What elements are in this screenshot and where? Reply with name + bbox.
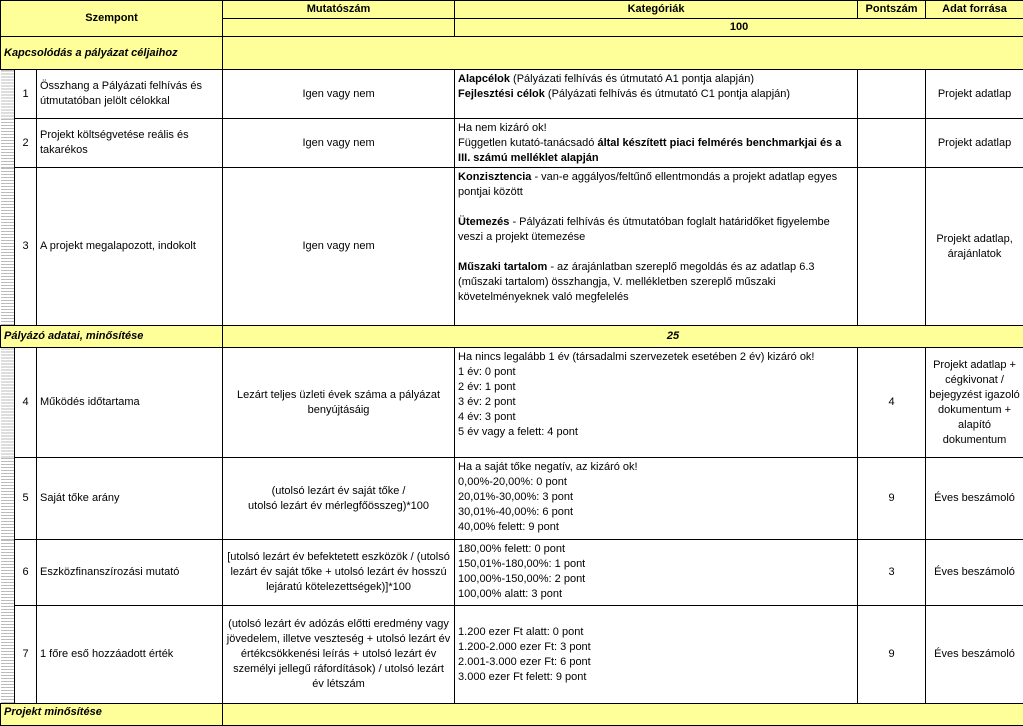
kategoria-paragraph: Konzisztencia - van-e aggályos/feltűnő ellentmondás a projekt adatlap egyes pontjai között	[458, 170, 854, 200]
row-adat-forrasa[interactable]: Projekt adatlap, árajánlatok	[926, 168, 1023, 326]
kategoria-paragraph: Ütemezés - Pályázati felhívás és útmutatóban foglalt határidőket figyelembe veszi a projekt ütemezése	[458, 215, 854, 245]
kategoria-line: Ha a saját tőke negatív, az kizáró ok!	[458, 460, 854, 475]
row-number[interactable]: 1	[15, 70, 37, 119]
kategoria-line: 5 év vagy a felett: 4 pont	[458, 425, 854, 440]
row-pontszam[interactable]	[858, 168, 926, 326]
header-adat-forrasa[interactable]: Adat forrása	[926, 1, 1023, 19]
section-row	[1, 326, 1023, 348]
kategoria-line: Ha nem kizáró ok!	[458, 121, 854, 136]
kategoria-line: 1.200-2.000 ezer Ft: 3 pont	[458, 640, 854, 655]
total-points-empty[interactable]	[223, 19, 455, 37]
row-number[interactable]: 5	[15, 458, 37, 540]
row-number[interactable]: 3	[15, 168, 37, 326]
kategoria-line: 2.001-3.000 ezer Ft: 6 pont	[458, 655, 854, 670]
spacer	[458, 245, 854, 260]
section-row	[1, 37, 1023, 70]
row-kategoriak[interactable]	[455, 458, 858, 540]
header-kategoriak[interactable]: Kategóriák	[455, 1, 858, 19]
row-pontszam[interactable]: 9	[858, 458, 926, 540]
mutatoszam-line: utolsó lezárt év mérlegfőösszeg)*100	[226, 499, 451, 514]
kategoria-line: 3.000 ezer Ft felett: 9 pont	[458, 670, 854, 685]
row-pontszam[interactable]	[858, 70, 926, 119]
row-kategoriak[interactable]	[455, 606, 858, 704]
header-mutatoszam[interactable]: Mutatószám	[223, 1, 455, 19]
table-row	[1, 458, 1023, 540]
row-szempont[interactable]: 1 főre eső hozzáadott érték	[37, 606, 223, 704]
row-mutatoszam[interactable]: Igen vagy nem	[223, 168, 455, 326]
row-adat-forrasa[interactable]: Projekt adatlap	[926, 119, 1023, 168]
row-gutter	[1, 119, 15, 168]
row-gutter	[1, 540, 15, 606]
kategoria-line: 20,01%-30,00%: 3 pont	[458, 490, 854, 505]
row-pontszam[interactable]	[858, 119, 926, 168]
row-kategoriak[interactable]	[455, 168, 858, 326]
row-gutter	[1, 70, 15, 119]
table-row	[1, 70, 1023, 119]
kategoria-line: 1.200 ezer Ft alatt: 0 pont	[458, 625, 854, 640]
row-mutatoszam[interactable]	[223, 458, 455, 540]
row-kategoriak[interactable]	[455, 119, 858, 168]
kategoria-line: 100,00% alatt: 3 pont	[458, 587, 854, 602]
row-mutatoszam[interactable]: (utolsó lezárt év adózás előtti eredmény vagy jövedelem, illetve veszteség + utolsó lezárt év értékcsökkenési leírás + utolsó lezárt év személyi jellegű ráfordítások) / utolsó lezárt év létszám	[223, 606, 455, 704]
header-szempont[interactable]: Szempont	[1, 1, 223, 37]
row-adat-forrasa[interactable]: Éves beszámoló	[926, 458, 1023, 540]
table-row	[1, 540, 1023, 606]
section-title[interactable]: Kapcsolódás a pályázat céljaihoz	[1, 37, 223, 70]
kategoria-line: 100,00%-150,00%: 2 pont	[458, 572, 854, 587]
kategoria-line: Fejlesztési célok (Pályázati felhívás és útmutató C1 pontja alapján)	[458, 87, 854, 102]
row-adat-forrasa[interactable]: Projekt adatlap + cégkivonat / bejegyzést igazoló dokumentum + alapító dokumentum	[926, 348, 1023, 458]
section-title[interactable]: Projekt minősítése	[1, 704, 223, 726]
kategoria-line: Független kutató-tanácsadó által készített piaci felmérés benchmarkjai és a III. számú melléklet alapján	[458, 136, 854, 166]
kategoria-line: 4 év: 3 pont	[458, 410, 854, 425]
row-kategoriak[interactable]	[455, 540, 858, 606]
row-szempont[interactable]: Projekt költségvetése reális és takarékos	[37, 119, 223, 168]
row-mutatoszam[interactable]: Lezárt teljes üzleti évek száma a pályázat benyújtásáig	[223, 348, 455, 458]
row-szempont[interactable]: Eszközfinanszírozási mutató	[37, 540, 223, 606]
kategoria-line: Ha nincs legalább 1 év (társadalmi szervezetek esetében 2 év) kizáró ok!	[458, 350, 854, 365]
row-pontszam[interactable]: 4	[858, 348, 926, 458]
row-gutter	[1, 458, 15, 540]
section-points[interactable]: 25	[223, 326, 1023, 348]
row-number[interactable]: 4	[15, 348, 37, 458]
row-mutatoszam[interactable]: [utolsó lezárt év befektetett eszközök / (utolsó lezárt év saját tőke + utolsó lezárt év hosszú lejáratú kötelezettségek)]*100	[223, 540, 455, 606]
section-title[interactable]: Pályázó adatai, minősítése	[1, 326, 223, 348]
kategoria-line: 180,00% felett: 0 pont	[458, 542, 854, 557]
kategoria-line: 150,01%-180,00%: 1 pont	[458, 557, 854, 572]
row-adat-forrasa[interactable]: Éves beszámoló	[926, 606, 1023, 704]
row-gutter	[1, 348, 15, 458]
row-number[interactable]: 7	[15, 606, 37, 704]
section-points[interactable]	[223, 37, 1023, 70]
row-number[interactable]: 2	[15, 119, 37, 168]
row-pontszam[interactable]: 9	[858, 606, 926, 704]
row-szempont[interactable]: Működés időtartama	[37, 348, 223, 458]
spacer	[458, 200, 854, 215]
row-pontszam[interactable]: 3	[858, 540, 926, 606]
table-row	[1, 119, 1023, 168]
kategoria-line: 40,00% felett: 9 pont	[458, 520, 854, 535]
row-szempont[interactable]: A projekt megalapozott, indokolt	[37, 168, 223, 326]
table-row	[1, 168, 1023, 326]
row-kategoriak[interactable]	[455, 348, 858, 458]
kategoria-line: 1 év: 0 pont	[458, 365, 854, 380]
kategoria-paragraph: Műszaki tartalom - az árajánlatban szereplő megoldás és az adatlap 6.3 (műszaki tartalom) összhangja, V. mellékletben szereplő műszaki követelményeknek való megfelelés	[458, 260, 854, 305]
row-number[interactable]: 6	[15, 540, 37, 606]
row-szempont[interactable]: Összhang a Pályázati felhívás és útmutatóban jelölt célokkal	[37, 70, 223, 119]
row-mutatoszam[interactable]: Igen vagy nem	[223, 119, 455, 168]
kategoria-line: 2 év: 1 pont	[458, 380, 854, 395]
table-row	[1, 606, 1023, 704]
header-row	[1, 1, 1023, 19]
row-adat-forrasa[interactable]: Éves beszámoló	[926, 540, 1023, 606]
kategoria-line: 30,01%-40,00%: 6 pont	[458, 505, 854, 520]
row-gutter	[1, 606, 15, 704]
table-row	[1, 348, 1023, 458]
header-pontszam[interactable]: Pontszám	[858, 1, 926, 19]
row-adat-forrasa[interactable]: Projekt adatlap	[926, 70, 1023, 119]
row-gutter	[1, 168, 15, 326]
kategoria-line: Alapcélok (Pályázati felhívás és útmutató A1 pontja alapján)	[458, 72, 854, 87]
kategoria-line: 3 év: 2 pont	[458, 395, 854, 410]
mutatoszam-line: (utolsó lezárt év saját tőke /	[226, 484, 451, 499]
row-mutatoszam[interactable]: Igen vagy nem	[223, 70, 455, 119]
total-points-cell[interactable]: 100	[455, 19, 1023, 37]
row-szempont[interactable]: Saját tőke arány	[37, 458, 223, 540]
kategoria-line: 0,00%-20,00%: 0 pont	[458, 475, 854, 490]
row-kategoriak[interactable]	[455, 70, 858, 119]
